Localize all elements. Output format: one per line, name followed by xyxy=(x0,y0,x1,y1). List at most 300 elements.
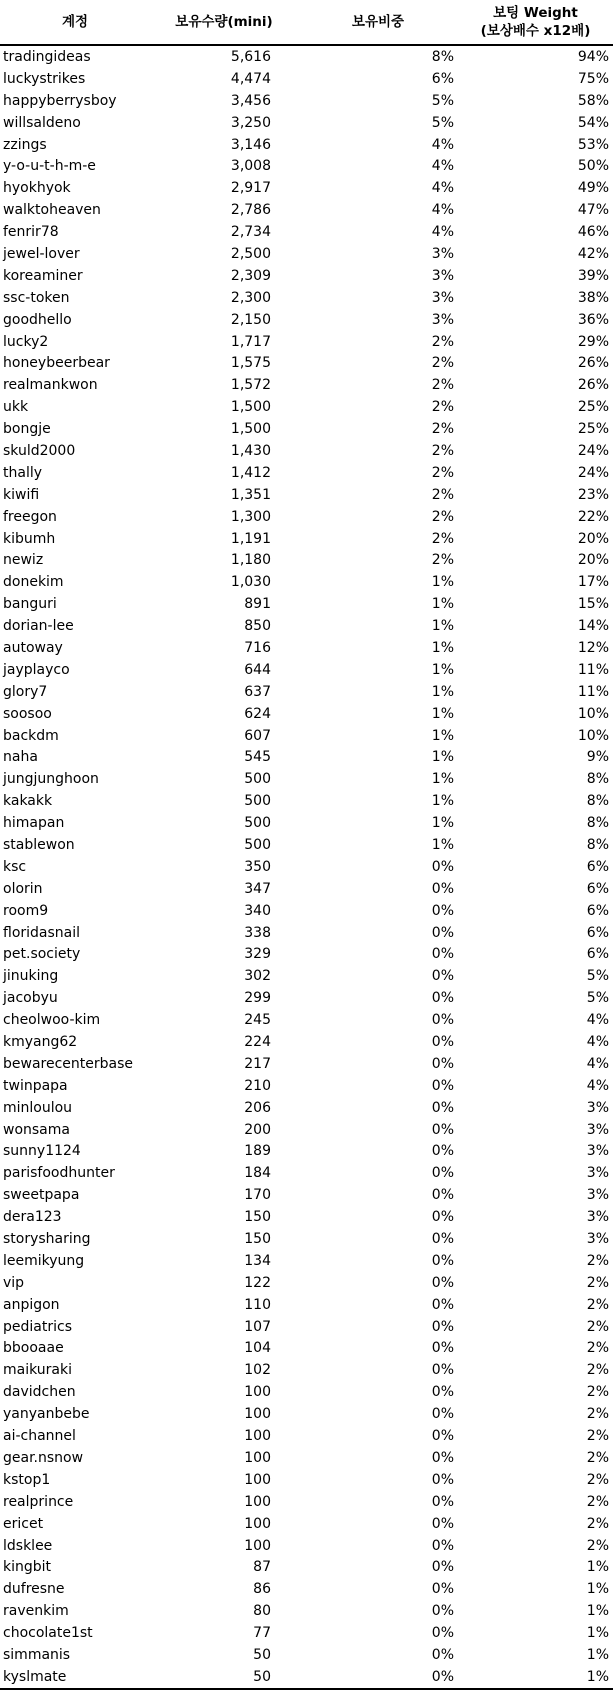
weight-cell: 3% xyxy=(586,1099,609,1116)
weight-cell: 2% xyxy=(586,1449,609,1466)
holding-ratio-cell: 0% xyxy=(431,880,454,897)
quantity-cell: 850 xyxy=(244,618,271,635)
weight-cell: 3% xyxy=(586,1121,609,1138)
table-row xyxy=(0,1359,613,1381)
holding-ratio-cell: 0% xyxy=(431,1515,454,1532)
table-row xyxy=(0,747,613,769)
holding-ratio-cell: 1% xyxy=(431,596,454,613)
account-cell: realprince xyxy=(3,1493,74,1510)
weight-cell: 94% xyxy=(577,48,609,65)
table-row xyxy=(0,1228,613,1250)
table-row xyxy=(0,549,613,571)
holding-ratio-cell: 6% xyxy=(431,70,454,87)
holding-ratio-cell: 0% xyxy=(431,1077,454,1094)
account-cell: kmyang62 xyxy=(3,1034,78,1051)
weight-cell: 1% xyxy=(586,1559,609,1576)
holding-ratio-cell: 1% xyxy=(431,683,454,700)
holding-ratio-cell: 0% xyxy=(431,1625,454,1642)
quantity-cell: 500 xyxy=(244,815,271,832)
table-row xyxy=(0,1513,613,1535)
quantity-cell: 607 xyxy=(244,727,271,744)
account-cell: vip xyxy=(3,1274,25,1291)
quantity-cell: 2,917 xyxy=(230,180,271,197)
holding-ratio-cell: 0% xyxy=(431,1187,454,1204)
quantity-cell: 4,474 xyxy=(230,70,271,87)
table-row xyxy=(0,1053,613,1075)
quantity-cell: 1,430 xyxy=(230,442,271,459)
quantity-cell: 2,500 xyxy=(230,245,271,262)
holding-ratio-cell: 1% xyxy=(431,749,454,766)
quantity-cell: 77 xyxy=(253,1625,271,1642)
weight-cell: 8% xyxy=(586,793,609,810)
holding-ratio-cell: 0% xyxy=(431,1537,454,1554)
account-cell: pediatrics xyxy=(3,1318,72,1335)
table-row xyxy=(0,1075,613,1097)
holding-ratio-cell: 2% xyxy=(431,508,454,525)
weight-cell: 2% xyxy=(586,1493,609,1510)
account-cell: fenrir78 xyxy=(3,224,59,241)
weight-cell: 38% xyxy=(577,289,609,306)
account-cell: bewarecenterbase xyxy=(3,1055,134,1072)
account-cell: glory7 xyxy=(3,683,48,700)
quantity-cell: 150 xyxy=(244,1209,271,1226)
weight-cell: 4% xyxy=(586,1055,609,1072)
quantity-cell: 150 xyxy=(244,1231,271,1248)
weight-cell: 36% xyxy=(577,311,609,328)
account-cell: banguri xyxy=(3,596,57,613)
weight-cell: 1% xyxy=(586,1603,609,1620)
quantity-cell: 3,250 xyxy=(230,114,271,131)
weight-cell: 3% xyxy=(586,1187,609,1204)
quantity-cell: 2,309 xyxy=(230,267,271,284)
weight-cell: 12% xyxy=(577,639,609,656)
account-cell: jewel-lover xyxy=(3,245,80,262)
quantity-cell: 3,146 xyxy=(230,136,271,153)
weight-cell: 1% xyxy=(586,1581,609,1598)
quantity-cell: 87 xyxy=(253,1559,271,1576)
account-cell: backdm xyxy=(3,727,59,744)
table-row xyxy=(0,1622,613,1644)
quantity-cell: 1,351 xyxy=(230,486,271,503)
weight-cell: 2% xyxy=(586,1428,609,1445)
holding-ratio-cell: 1% xyxy=(431,727,454,744)
quantity-cell: 107 xyxy=(244,1318,271,1335)
quantity-cell: 80 xyxy=(253,1603,271,1620)
weight-cell: 11% xyxy=(577,661,609,678)
table-row xyxy=(0,1403,613,1425)
account-cell: lucky2 xyxy=(3,333,49,350)
table-row xyxy=(0,1600,613,1622)
table-row xyxy=(0,462,613,484)
account-cell: freegon xyxy=(3,508,57,525)
account-cell: honeybeerbear xyxy=(3,355,110,372)
table-row xyxy=(0,1644,613,1666)
table-row xyxy=(0,615,613,637)
holding-ratio-cell: 3% xyxy=(431,311,454,328)
table-row xyxy=(0,1381,613,1403)
weight-cell: 58% xyxy=(577,92,609,109)
quantity-cell: 210 xyxy=(244,1077,271,1094)
weight-cell: 29% xyxy=(577,333,609,350)
account-cell: jinuking xyxy=(3,968,59,985)
quantity-cell: 5,616 xyxy=(230,48,271,65)
quantity-cell: 1,191 xyxy=(230,530,271,547)
weight-cell: 22% xyxy=(577,508,609,525)
weight-cell: 6% xyxy=(586,902,609,919)
weight-cell: 6% xyxy=(586,946,609,963)
weight-cell: 2% xyxy=(586,1318,609,1335)
account-cell: donekim xyxy=(3,574,64,591)
holding-ratio-cell: 0% xyxy=(431,1471,454,1488)
weight-cell: 2% xyxy=(586,1274,609,1291)
holding-ratio-cell: 8% xyxy=(431,48,454,65)
holding-ratio-cell: 1% xyxy=(431,771,454,788)
weight-cell: 5% xyxy=(586,990,609,1007)
quantity-cell: 299 xyxy=(244,990,271,1007)
quantity-cell: 3,456 xyxy=(230,92,271,109)
account-cell: naha xyxy=(3,749,38,766)
table-row xyxy=(0,1666,613,1689)
table-row xyxy=(0,1162,613,1184)
quantity-cell: 100 xyxy=(244,1537,271,1554)
table-row xyxy=(0,790,613,812)
account-cell: autoway xyxy=(3,639,63,656)
account-cell: minloulou xyxy=(3,1099,73,1116)
account-cell: gear.nsnow xyxy=(3,1449,84,1466)
quantity-cell: 3,008 xyxy=(230,158,271,175)
quantity-cell: 1,717 xyxy=(230,333,271,350)
quantity-cell: 340 xyxy=(244,902,271,919)
table-row xyxy=(0,768,613,790)
table-row xyxy=(0,418,613,440)
account-cell: leemikyung xyxy=(3,1252,85,1269)
table-row xyxy=(0,177,613,199)
weight-cell: 46% xyxy=(577,224,609,241)
holding-ratio-cell: 2% xyxy=(431,464,454,481)
weight-cell: 3% xyxy=(586,1165,609,1182)
holding-ratio-cell: 0% xyxy=(431,1646,454,1663)
quantity-cell: 2,150 xyxy=(230,311,271,328)
account-cell: jungjunghoon xyxy=(3,771,99,788)
account-cell: maikuraki xyxy=(3,1362,72,1379)
table-row xyxy=(0,243,613,265)
holding-ratio-cell: 0% xyxy=(431,1165,454,1182)
holding-ratio-cell: 0% xyxy=(431,1318,454,1335)
table-row xyxy=(0,922,613,944)
weight-cell: 14% xyxy=(577,618,609,635)
holding-ratio-cell: 1% xyxy=(431,639,454,656)
holding-ratio-cell: 3% xyxy=(431,245,454,262)
weight-cell: 6% xyxy=(586,858,609,875)
quantity-cell: 200 xyxy=(244,1121,271,1138)
account-cell: kiwifi xyxy=(3,486,40,503)
table-row xyxy=(0,396,613,418)
header-holding-ratio: 보유비중 xyxy=(351,14,405,30)
holding-ratio-cell: 5% xyxy=(431,114,454,131)
weight-cell: 2% xyxy=(586,1471,609,1488)
account-cell: ksc xyxy=(3,858,27,875)
account-cell: chocolate1st xyxy=(3,1625,93,1642)
account-cell: yanyanbebe xyxy=(3,1406,90,1423)
account-cell: bbooaae xyxy=(3,1340,64,1357)
weight-cell: 24% xyxy=(577,464,609,481)
weight-cell: 2% xyxy=(586,1340,609,1357)
account-cell: himapan xyxy=(3,815,65,832)
quantity-cell: 184 xyxy=(244,1165,271,1182)
table-row xyxy=(0,265,613,287)
quantity-cell: 100 xyxy=(244,1471,271,1488)
holding-ratio-cell: 4% xyxy=(431,224,454,241)
holding-ratio-cell: 0% xyxy=(431,946,454,963)
holding-ratio-cell: 0% xyxy=(431,1428,454,1445)
table-row xyxy=(0,440,613,462)
holding-ratio-cell: 0% xyxy=(431,1012,454,1029)
weight-cell: 8% xyxy=(586,771,609,788)
account-cell: ukk xyxy=(3,399,29,416)
holding-ratio-cell: 0% xyxy=(431,1252,454,1269)
table-row xyxy=(0,221,613,243)
holding-ratio-cell: 4% xyxy=(431,158,454,175)
account-cell: davidchen xyxy=(3,1384,76,1401)
account-cell: kstop1 xyxy=(3,1471,51,1488)
account-cell: sunny1124 xyxy=(3,1143,81,1160)
quantity-cell: 500 xyxy=(244,793,271,810)
table-row xyxy=(0,1097,613,1119)
table-row xyxy=(0,1294,613,1316)
holding-ratio-cell: 0% xyxy=(431,1668,454,1685)
quantity-cell: 624 xyxy=(244,705,271,722)
holding-ratio-cell: 0% xyxy=(431,1493,454,1510)
quantity-cell: 545 xyxy=(244,749,271,766)
holding-ratio-cell: 0% xyxy=(431,1143,454,1160)
account-cell: floridasnail xyxy=(3,924,81,941)
quantity-cell: 189 xyxy=(244,1143,271,1160)
weight-cell: 8% xyxy=(586,815,609,832)
quantity-cell: 224 xyxy=(244,1034,271,1051)
holding-ratio-cell: 0% xyxy=(431,968,454,985)
holding-ratio-cell: 1% xyxy=(431,661,454,678)
quantity-cell: 1,180 xyxy=(230,552,271,569)
account-cell: twinpapa xyxy=(3,1077,68,1094)
table-row xyxy=(0,812,613,834)
account-cell: storysharing xyxy=(3,1231,91,1248)
quantity-cell: 329 xyxy=(244,946,271,963)
quantity-cell: 500 xyxy=(244,771,271,788)
account-cell: skuld2000 xyxy=(3,442,76,459)
table-row xyxy=(0,1556,613,1578)
weight-cell: 26% xyxy=(577,355,609,372)
header-weight-multiplier: (보상배수 x12배) xyxy=(480,23,591,39)
account-cell: bongje xyxy=(3,421,51,438)
weight-cell: 42% xyxy=(577,245,609,262)
weight-cell: 2% xyxy=(586,1252,609,1269)
table-row xyxy=(0,199,613,221)
weight-cell: 15% xyxy=(577,596,609,613)
table-row xyxy=(0,900,613,922)
weight-cell: 3% xyxy=(586,1209,609,1226)
table-row xyxy=(0,944,613,966)
table-row xyxy=(0,484,613,506)
holding-ratio-cell: 0% xyxy=(431,990,454,1007)
quantity-cell: 637 xyxy=(244,683,271,700)
weight-cell: 4% xyxy=(586,1012,609,1029)
table-row xyxy=(0,331,613,353)
table-row xyxy=(0,1535,613,1557)
weight-cell: 1% xyxy=(586,1646,609,1663)
holding-ratio-cell: 0% xyxy=(431,924,454,941)
table-row xyxy=(0,1578,613,1600)
weight-cell: 25% xyxy=(577,399,609,416)
quantity-cell: 1,030 xyxy=(230,574,271,591)
account-cell: dera123 xyxy=(3,1209,62,1226)
holding-ratio-cell: 2% xyxy=(431,377,454,394)
account-cell: soosoo xyxy=(3,705,52,722)
holding-ratio-cell: 1% xyxy=(431,837,454,853)
quantity-cell: 245 xyxy=(244,1012,271,1029)
weight-cell: 54% xyxy=(577,114,609,131)
quantity-cell: 347 xyxy=(244,880,271,897)
table-row xyxy=(0,1141,613,1163)
weight-cell: 2% xyxy=(586,1296,609,1313)
table-row xyxy=(0,134,613,156)
account-cell: kyslmate xyxy=(3,1668,67,1685)
quantity-cell: 500 xyxy=(244,837,271,853)
table-row xyxy=(0,703,613,725)
table-row xyxy=(0,856,613,878)
table-row xyxy=(0,593,613,615)
weight-cell: 26% xyxy=(577,377,609,394)
quantity-cell: 2,786 xyxy=(230,202,271,219)
holding-ratio-cell: 5% xyxy=(431,92,454,109)
table-row xyxy=(0,1272,613,1294)
account-cell: simmanis xyxy=(3,1646,71,1663)
holding-ratio-cell: 2% xyxy=(431,399,454,416)
weight-cell: 23% xyxy=(577,486,609,503)
account-cell: parisfoodhunter xyxy=(3,1165,115,1182)
quantity-cell: 100 xyxy=(244,1449,271,1466)
quantity-cell: 1,575 xyxy=(230,355,271,372)
quantity-cell: 104 xyxy=(244,1340,271,1357)
table-row xyxy=(0,1469,613,1491)
holding-ratio-cell: 2% xyxy=(431,552,454,569)
quantity-cell: 338 xyxy=(244,924,271,941)
holding-ratio-cell: 2% xyxy=(431,355,454,372)
account-cell: luckystrikes xyxy=(3,70,86,87)
table-row xyxy=(0,1184,613,1206)
account-cell: cheolwoo-kim xyxy=(3,1012,101,1029)
account-cell: anpigon xyxy=(3,1296,60,1313)
holding-ratio-cell: 2% xyxy=(431,333,454,350)
holding-ratio-cell: 0% xyxy=(431,1362,454,1379)
table-row xyxy=(0,987,613,1009)
account-cell: jacobyu xyxy=(3,990,58,1007)
quantity-cell: 110 xyxy=(244,1296,271,1313)
table-row xyxy=(0,1031,613,1053)
weight-cell: 24% xyxy=(577,442,609,459)
weight-cell: 5% xyxy=(586,968,609,985)
quantity-cell: 134 xyxy=(244,1252,271,1269)
account-cell: thally xyxy=(3,464,43,481)
holding-ratio-cell: 0% xyxy=(431,1055,454,1072)
holding-ratio-cell: 0% xyxy=(431,1209,454,1226)
weight-cell: 2% xyxy=(586,1362,609,1379)
quantity-cell: 100 xyxy=(244,1428,271,1445)
account-cell: wonsama xyxy=(3,1121,70,1138)
table-row xyxy=(0,506,613,528)
holding-ratio-cell: 0% xyxy=(431,1449,454,1466)
holding-ratio-cell: 0% xyxy=(431,1274,454,1291)
account-cell: kakakk xyxy=(3,793,53,810)
table-row xyxy=(0,352,613,374)
holding-ratio-cell: 0% xyxy=(431,1099,454,1116)
quantity-cell: 50 xyxy=(253,1646,271,1663)
account-cell: ldsklee xyxy=(3,1537,53,1554)
weight-cell: 6% xyxy=(586,924,609,941)
table-body xyxy=(0,45,613,1689)
holding-ratio-cell: 0% xyxy=(431,1559,454,1576)
weight-cell: 4% xyxy=(586,1034,609,1051)
holding-ratio-cell: 4% xyxy=(431,202,454,219)
table-row xyxy=(0,725,613,747)
weight-cell: 11% xyxy=(577,683,609,700)
account-cell: goodhello xyxy=(3,311,72,328)
table-row xyxy=(0,965,613,987)
weight-cell: 20% xyxy=(577,530,609,547)
holding-ratio-cell: 3% xyxy=(431,267,454,284)
table-row xyxy=(0,155,613,177)
weight-cell: 10% xyxy=(577,727,609,744)
table-row xyxy=(0,1009,613,1031)
table-row xyxy=(0,659,613,681)
table-row xyxy=(0,374,613,396)
weight-cell: 17% xyxy=(577,574,609,591)
weight-cell: 1% xyxy=(586,1625,609,1642)
weight-cell: 9% xyxy=(586,749,609,766)
table-row xyxy=(0,834,613,856)
quantity-cell: 302 xyxy=(244,968,271,985)
account-cell: dufresne xyxy=(3,1581,65,1598)
account-cell: ssc-token xyxy=(3,289,70,306)
quantity-cell: 100 xyxy=(244,1406,271,1423)
weight-cell: 53% xyxy=(577,136,609,153)
account-cell: newiz xyxy=(3,552,44,569)
account-cell: walktoheaven xyxy=(3,202,101,219)
quantity-cell: 1,572 xyxy=(230,377,271,394)
quantity-cell: 122 xyxy=(244,1274,271,1291)
account-cell: jayplayco xyxy=(3,661,70,678)
weight-cell: 2% xyxy=(586,1515,609,1532)
quantity-cell: 891 xyxy=(244,596,271,613)
weight-cell: 10% xyxy=(577,705,609,722)
weight-cell: 75% xyxy=(577,70,609,87)
account-cell: y-o-u-t-h-m-e xyxy=(3,158,96,175)
holding-ratio-cell: 2% xyxy=(431,530,454,547)
table-row xyxy=(0,1338,613,1360)
holding-ratio-cell: 4% xyxy=(431,136,454,153)
account-cell: ravenkim xyxy=(3,1603,69,1620)
account-cell: kibumh xyxy=(3,530,56,547)
account-cell: hyokhyok xyxy=(3,180,71,197)
holding-ratio-cell: 0% xyxy=(431,902,454,919)
quantity-cell: 1,412 xyxy=(230,464,271,481)
holding-ratio-cell: 0% xyxy=(431,1406,454,1423)
quantity-cell: 716 xyxy=(244,639,271,656)
quantity-cell: 100 xyxy=(244,1515,271,1532)
table-header xyxy=(0,0,613,45)
account-cell: willsaldeno xyxy=(3,114,81,131)
weight-cell: 2% xyxy=(586,1537,609,1554)
account-cell: koreaminer xyxy=(3,267,83,284)
